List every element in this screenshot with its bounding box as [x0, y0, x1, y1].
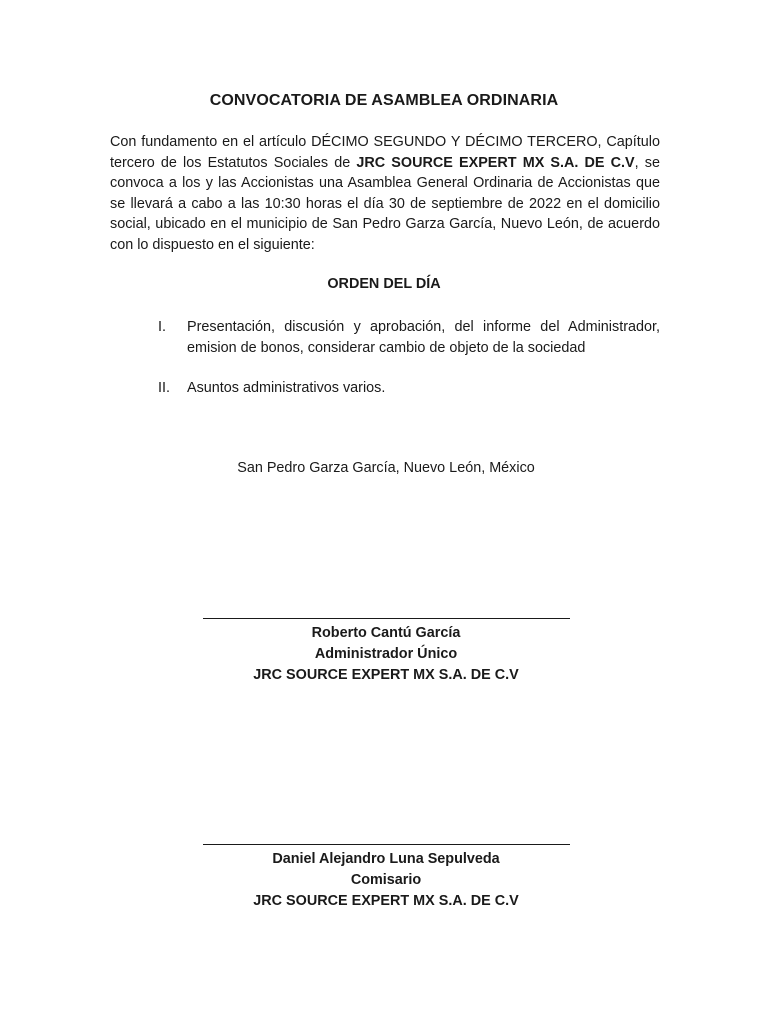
document-title: CONVOCATORIA DE ASAMBLEA ORDINARIA	[209, 92, 559, 109]
intro-company-name: JRC SOURCE EXPERT MX S.A. DE C.V	[356, 154, 635, 171]
intro-text-part2: , se convoca a los y las Accionistas una Asamblea General Ordinaria de Accionistas que se llevará a cabo a las 10:30 horas el día 30 de septiembre de 2022 en el domicilio social, ubicado en el municipio de San Pedro Garza García, Nuevo León, de acuerdo con lo dispuesto en el siguiente:	[110, 154, 660, 253]
intro-text-part1: Con fundamento en el artículo DÉCIMO SEGUNDO Y DÉCIMO TERCERO, Capítulo tercero de los Estatutos Sociales de	[110, 134, 660, 171]
signature-block-comisario	[0, 834, 768, 912]
agenda-item-text: Asuntos administrativos varios.	[187, 380, 386, 396]
signer-name: Daniel Alejandro Luna Sepulveda	[272, 851, 500, 867]
agenda-item-text: Presentación, discusión y aprobación, del informe del Administrador, emision de bonos, considerar cambio de objeto de la sociedad	[187, 319, 660, 356]
agenda-title: ORDEN DEL DÍA	[327, 276, 441, 292]
signer-name: Roberto Cantú García	[311, 625, 461, 641]
place-line: San Pedro Garza García, Nuevo León, México	[237, 460, 535, 476]
agenda-item-number: II.	[158, 380, 170, 396]
signer-role: Administrador Único	[314, 646, 458, 662]
signer-company: JRC SOURCE EXPERT MX S.A. DE C.V	[253, 893, 519, 909]
signer-role: Comisario	[350, 872, 422, 888]
signature-line	[203, 608, 570, 619]
signer-company: JRC SOURCE EXPERT MX S.A. DE C.V	[253, 667, 519, 683]
signature-block-administrator	[0, 608, 768, 686]
signature-line	[203, 834, 570, 845]
agenda-item	[110, 378, 660, 399]
agenda-item-number: I.	[158, 319, 166, 335]
intro-paragraph	[110, 132, 660, 256]
agenda-item	[110, 317, 660, 358]
